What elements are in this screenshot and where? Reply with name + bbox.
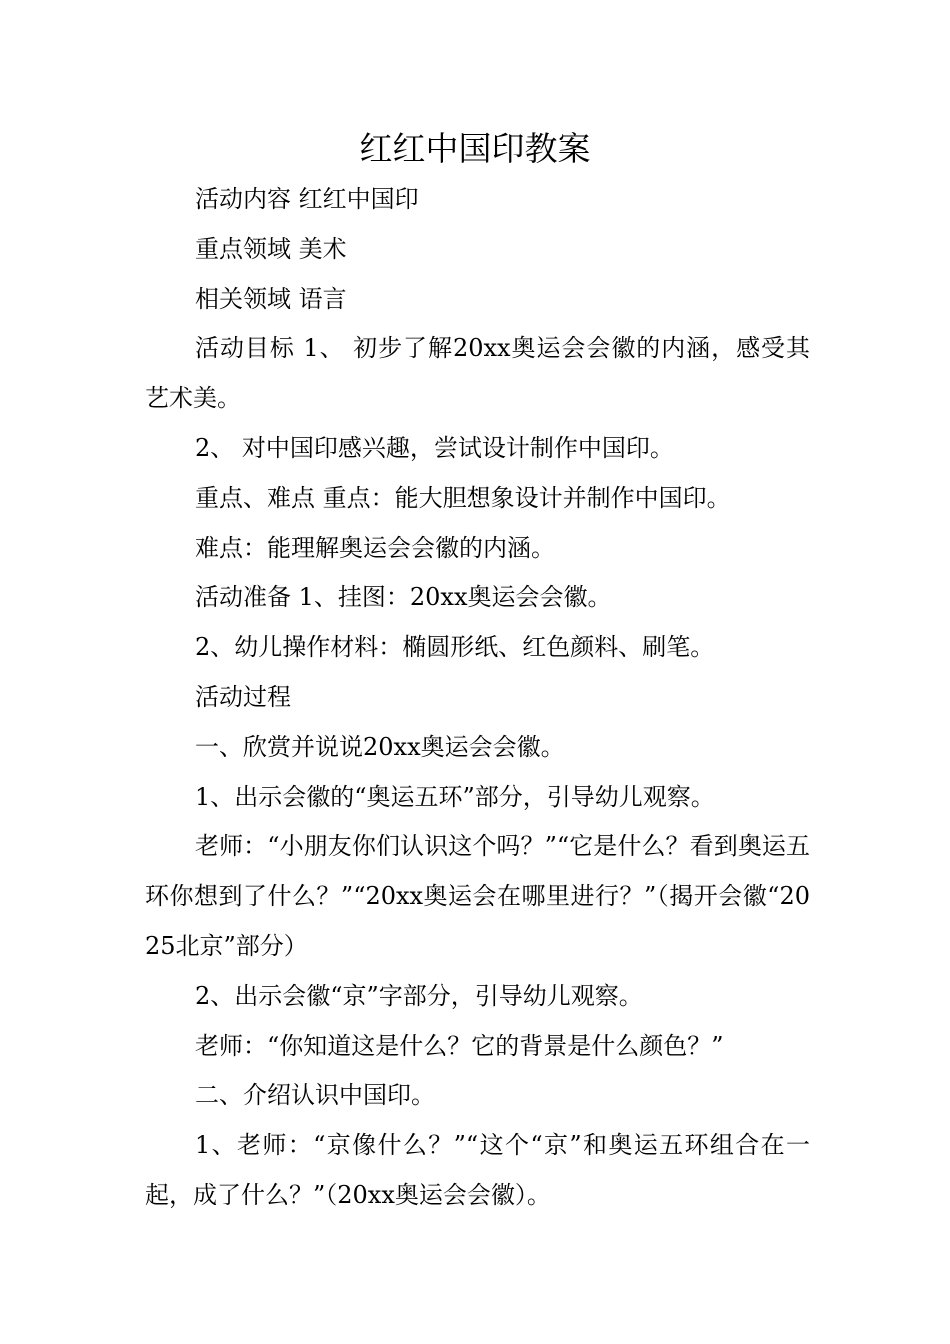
paragraph-step-2-1: 1、老师：“京像什么？”“这个“京”和奥运五环组合在一起，成了什么？”（20xx奥运会会徽）。 — [145, 1131, 810, 1209]
paragraph-activity-goal-1: 活动目标 1、 初步了解20xx奥运会会徽的内涵，感受其艺术美。 — [145, 334, 810, 413]
paragraph-activity-process: 活动过程 — [195, 682, 291, 711]
paragraph-teacher-dialogue-1: 老师：“小朋友你们认识这个吗？”“它是什么？看到奥运五环你想到了什么？”“20xx奥运会在哪里进行？”（揭开会徽“2025北京”部分） — [145, 832, 810, 960]
paragraph-preparation-2: 2、幼儿操作材料：椭圆形纸、红色颜料、刷笔。 — [195, 633, 715, 662]
document-title: 红红中国印教案 — [359, 129, 591, 168]
paragraph-activity-content: 活动内容 红红中国印 — [195, 185, 419, 213]
document-body — [145, 175, 810, 1221]
paragraph-difficult-point: 难点：能理解奥运会会徽的内涵。 — [195, 533, 555, 562]
paragraph-teacher-dialogue-2: 老师：“你知道这是什么？它的背景是什么颜色？” — [195, 1031, 724, 1060]
paragraph-key-difficult-points: 重点、难点 重点：能大胆想象设计并制作中国印。 — [195, 483, 731, 512]
paragraph-key-domain: 重点领域 美术 — [195, 234, 347, 263]
paragraph-section-1: 一、欣赏并说说20xx奥运会会徽。 — [195, 732, 565, 761]
paragraph-activity-goal-2: 2、 对中国印感兴趣，尝试设计制作中国印。 — [195, 433, 674, 462]
paragraph-preparation-1: 活动准备 1、挂图：20xx奥运会会徽。 — [195, 583, 612, 612]
paragraph-section-2: 二、介绍认识中国印。 — [195, 1081, 435, 1110]
paragraph-related-domain: 相关领域 语言 — [195, 284, 347, 313]
paragraph-step-1-1: 1、出示会徽的“奥运五环”部分，引导幼儿观察。 — [195, 782, 715, 811]
paragraph-step-1-2: 2、出示会徽“京”字部分，引导幼儿观察。 — [195, 981, 643, 1010]
